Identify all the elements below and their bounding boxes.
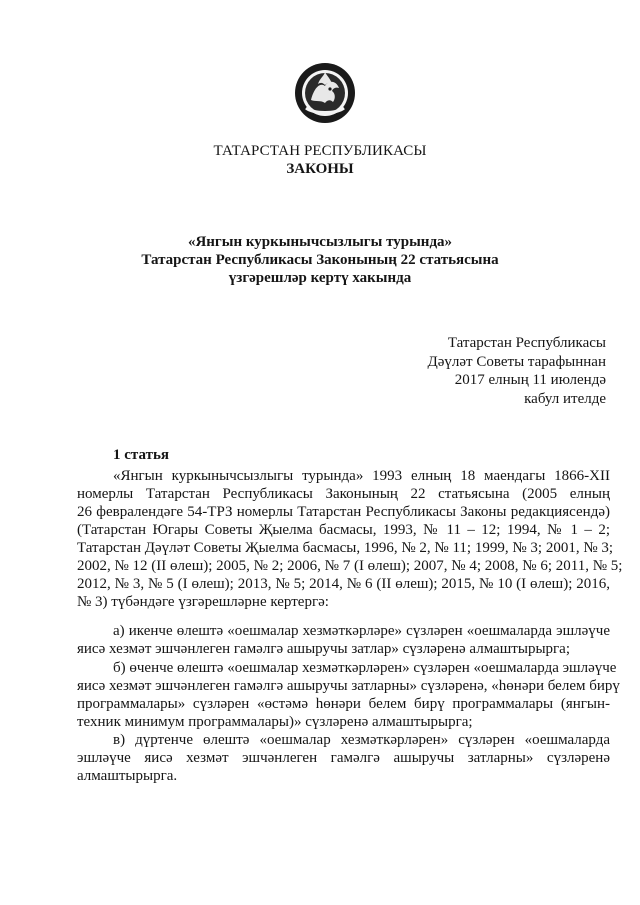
- republic-heading: ТАТАРСТАН РЕСПУБЛИКАСЫ: [213, 143, 427, 159]
- intro-line: № 3) түбәндәге үзгәрешләрне кертергә:: [77, 594, 329, 610]
- item-b-line: программалары» сүзләрен «өстәмә һөнәри белем бирү программалары (янгын-: [77, 696, 610, 712]
- intro-line: Татарстан Дәүләт Советы Җыелма басмасы, 1996, № 2, № 11; 1999, № 3; 2001, № 3;: [77, 540, 614, 556]
- adoption-line: кабул ителде: [524, 390, 606, 407]
- item-b-line: техник минимум программалары)» сүзләренә алмаштырырга;: [77, 714, 473, 730]
- law-title-line: үзгәрешләр кертү хакында: [228, 270, 412, 286]
- item-b-line: яисә хезмәт эшчәнлеген гамәлгә ашыручы затларны» сүзләренә, «һөнәри белем бирү: [77, 678, 620, 694]
- tatarstan-emblem-icon: [294, 60, 356, 126]
- intro-line: 2002, № 12 (II өлеш); 2005, № 2; 2006, № 7 (I өлеш); 2007, № 4; 2008, № 6; 2011, № 5;: [77, 558, 623, 574]
- intro-line: 26 февралендәге 54-ТРЗ номерлы Татарстан Республикасы Законы редакциясендә): [77, 504, 610, 520]
- item-c-line: в) дүртенче өлештә «оешмалар хезмәткәрләрен» сүзләрен «оешмаларда: [113, 732, 610, 748]
- law-title: [0, 233, 640, 287]
- item-a-line: яисә хезмәт эшчәнлеген гамәлгә ашыручы затлар» сүзләренә алмаштырырга;: [77, 641, 570, 657]
- intro-paragraph: [77, 467, 623, 611]
- intro-line: «Янгын куркынычсызлыгы турында» 1993 елның 18 маендагы 1866-XII: [113, 468, 610, 484]
- item-c-line: алмаштырырга.: [77, 768, 178, 784]
- adoption-block: [346, 334, 606, 408]
- intro-line: (Татарстан Югары Советы Җыелма басмасы, 1993, № 11 – 12; 1994, № 1 – 2;: [77, 522, 610, 538]
- adoption-line: 2017 елның 11 июлендә: [454, 372, 606, 388]
- law-heading: ЗАКОНЫ: [286, 161, 354, 177]
- amendment-item-a: [77, 622, 610, 658]
- adoption-line: Татарстан Республикасы: [447, 335, 606, 351]
- intro-line: номерлы Татарстан Республикасы Законының 22 статьясына (2005 елның: [77, 486, 610, 502]
- item-a-line: а) икенче өлештә «оешмалар хезмәткәрләре» сүзләрен «оешмаларда эшләүче: [113, 623, 610, 639]
- item-b-line: б) өченче өлештә «оешмалар хезмәткәрләрен» сүзләрен «оешмаларда эшләүче: [113, 660, 617, 676]
- article-heading: 1 статья: [113, 447, 169, 463]
- law-title-line: Татарстан Республикасы Законының 22 статьясына: [141, 252, 499, 268]
- intro-line: 2012, № 3, № 5 (I өлеш); 2013, № 5; 2014, № 6 (II өлеш); 2015, № 10 (I өлеш); 2016,: [77, 576, 610, 592]
- amendment-item-c: [77, 731, 610, 785]
- amendment-item-b: [77, 659, 620, 731]
- adoption-line: Дәүләт Советы тарафыннан: [427, 353, 606, 370]
- law-title-line: «Янгын куркынычсызлыгы турында»: [187, 234, 453, 250]
- item-c-line: эшләүче яисә хезмәт эшчәнлеген гамәлгә ашыручы затларны» сүзләренә: [77, 750, 610, 766]
